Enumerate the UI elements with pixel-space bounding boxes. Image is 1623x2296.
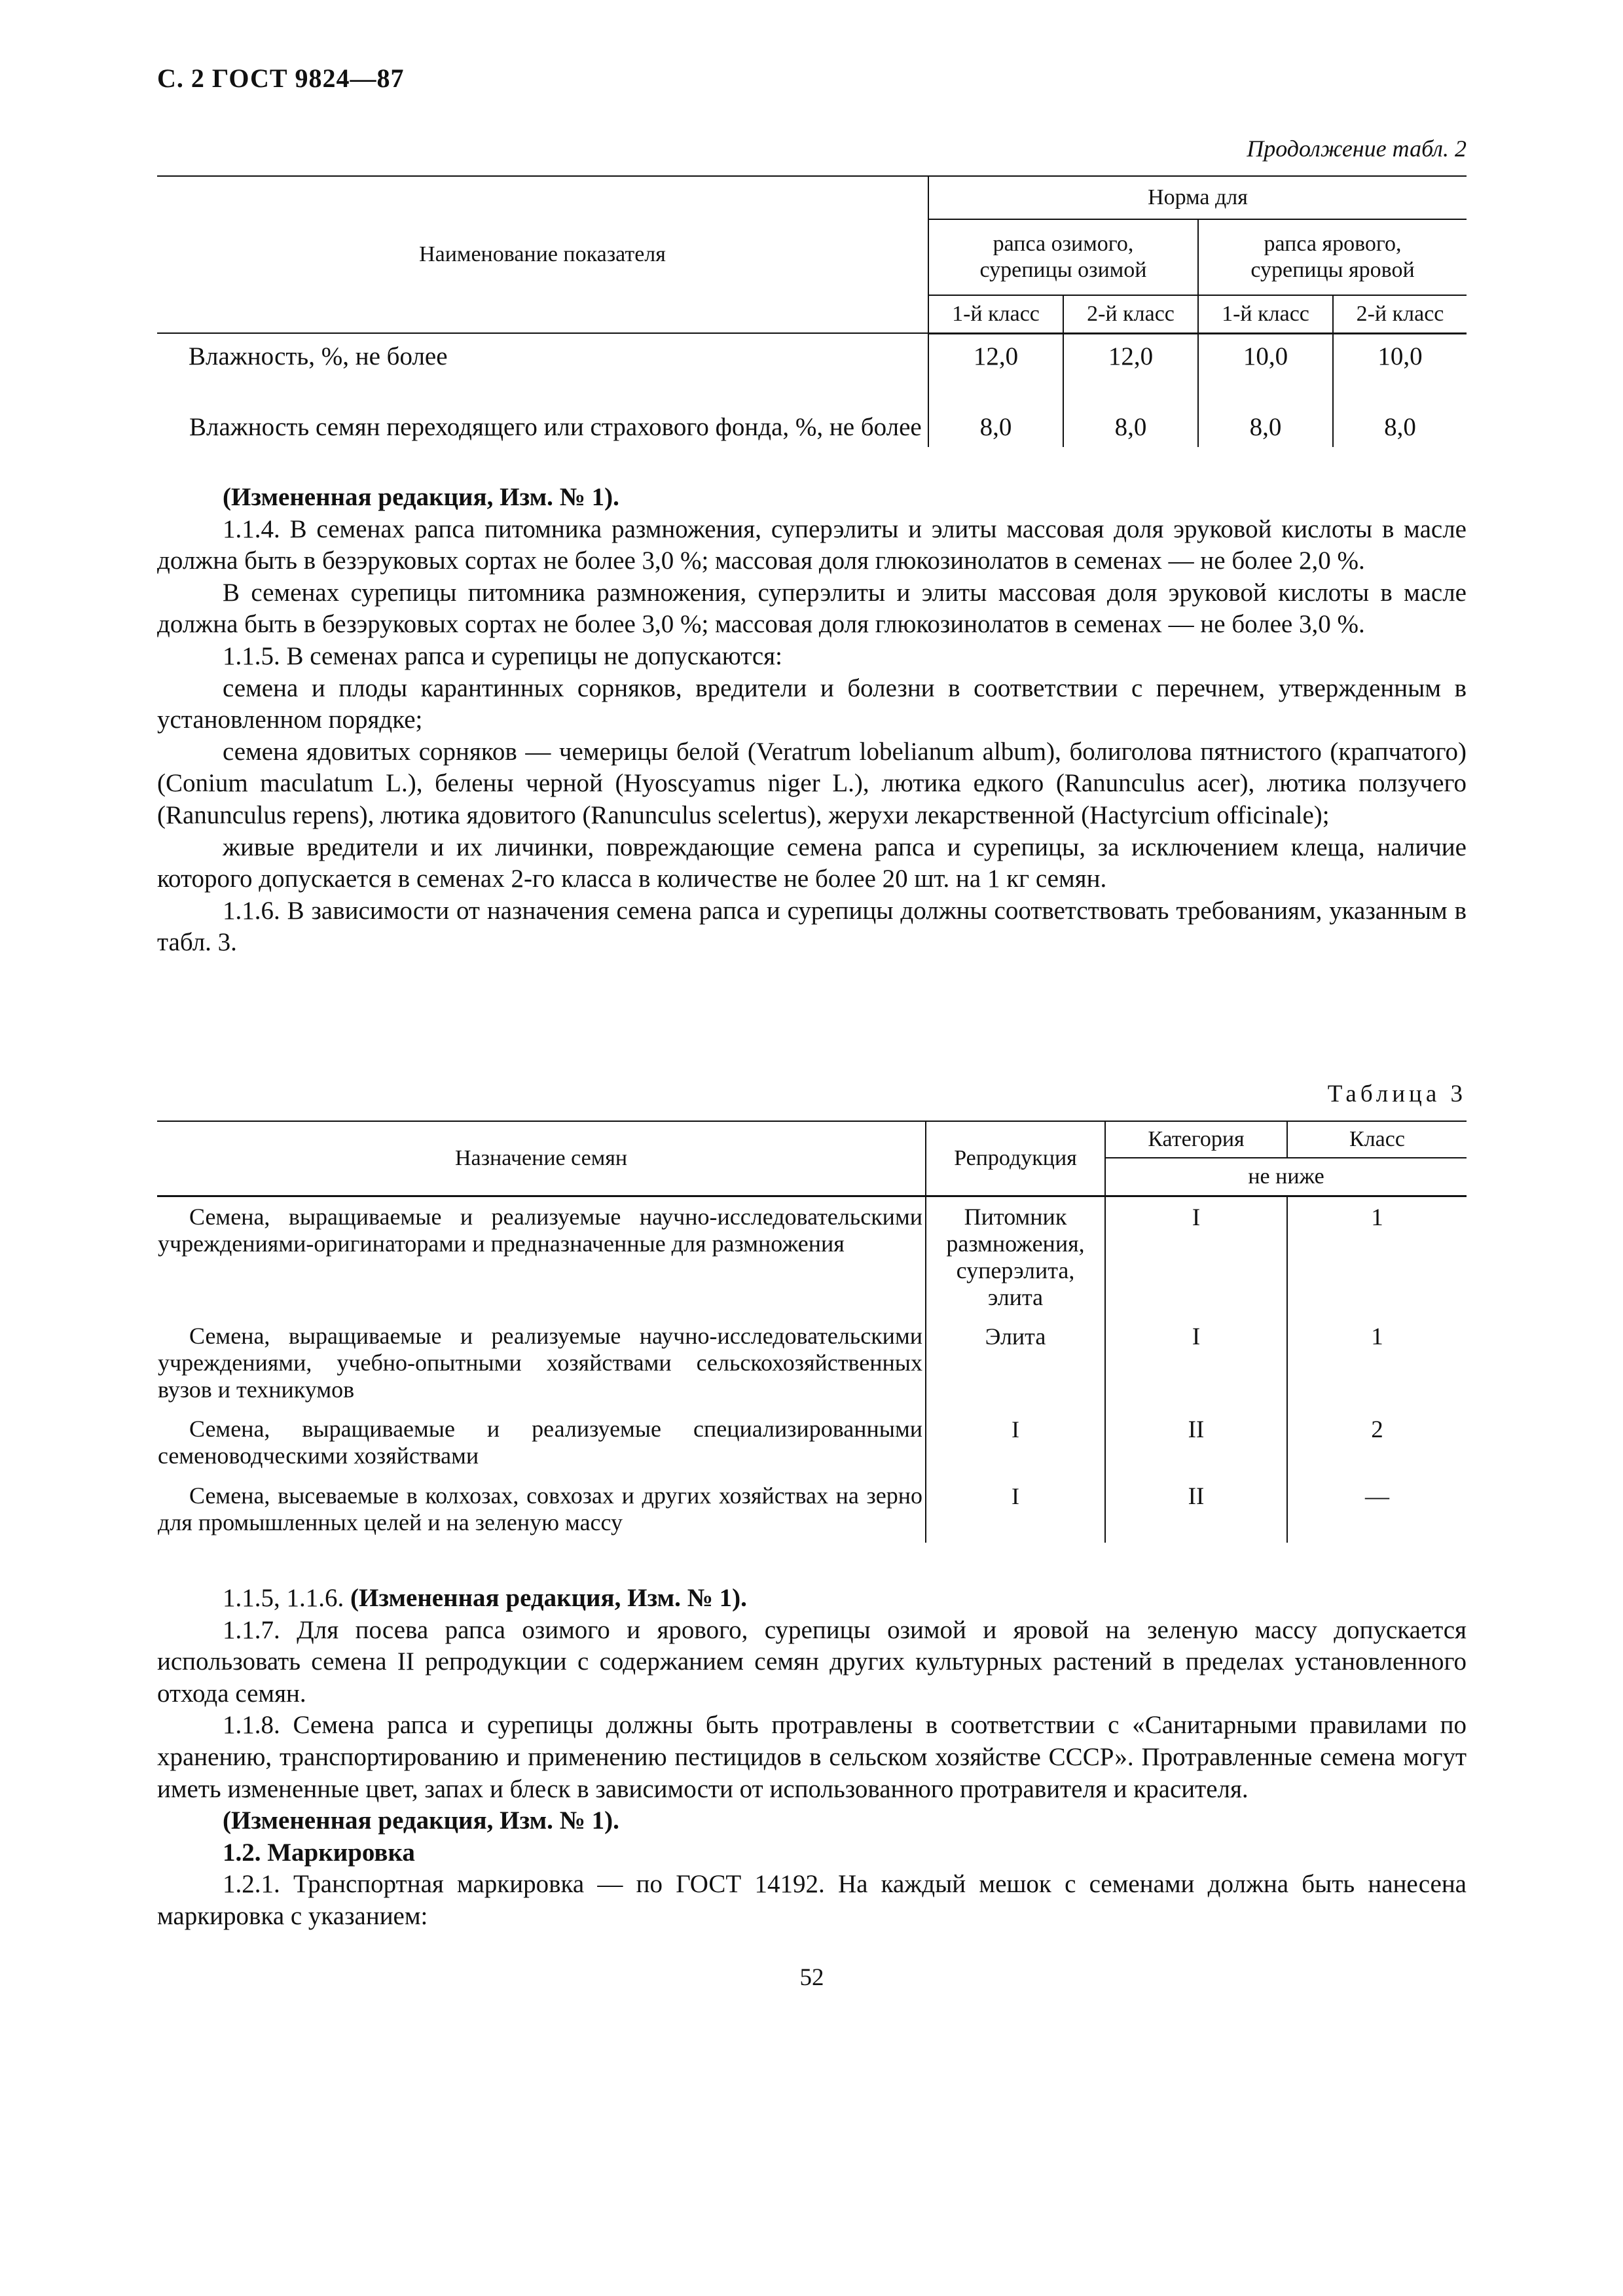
table-row [157,379,1467,447]
table-3-purpose: Семена, выращиваемые и реализуемые научно-исследовательскими учреждениями-оригинаторами и предназначенные для размножения [157,1196,926,1318]
body-text-1 [157,482,1467,959]
table-2-header-norm: Норма для [928,176,1467,219]
table-3 [157,1121,1467,1543]
paragraph: 1.1.6. В зависимости от назначения семена рапса и сурепицы должны соответствовать требованиям, указанным в табл. 3. [157,896,1467,957]
table-3-header-not-lower: не ниже [1105,1158,1467,1196]
paragraph: семена и плоды карантинных сорняков, вредители и болезни в соответствии с перечнем, утвержденным в установленном порядке; [157,673,1467,734]
table-2-header-class2a: 2-й класс [1063,295,1198,333]
paragraph: семена ядовитых сорняков — чемерицы белой (Veratrum lobelianum album), болиголова пятнистого (крапчатого) (Conium maculatum L.), белены черной (Hyoscyamus niger L.), лютика едкого (Ranunculus acer), лютика ползучего (Ranunculus repens), лютика ядовитого (Ranunculus scelertus), жерухи лекарственной (Hactyrcium officinale); [157,737,1467,829]
table-3-purpose: Семена, высеваемые в колхозах, совхозах и других хозяйствах на зерно для промышленных целей и на зеленую массу [157,1477,926,1543]
amendment-note: (Измененная редакция, Изм. № 1). [350,1584,747,1612]
table-3-purpose: Семена, выращиваемые и реализуемые научно-исследовательскими учреждениями, учебно-опытными хозяйствами сельскохозяйственных вузов и техникумов [157,1318,926,1410]
paragraph: живые вредители и их личинки, повреждающие семена рапса и сурепицы, за исключением клеща, наличие которого допускается в семенах 2-го класса в количестве не более 20 шт. на 1 кг семян. [157,833,1467,893]
table-3-repro: Питомник размножения, суперэлита, элита [926,1196,1105,1318]
table-row [157,333,1467,379]
paragraph: В семенах сурепицы питомника размножения, суперэлиты и элиты массовая доля эруковой кислоты в масле должна быть в безэруковых сортах не более 3,0 %; массовая доля глюкозинолатов в семенах — не более 3,0 %. [157,578,1467,639]
table-2 [157,175,1467,447]
section-heading: 1.2. Маркировка [223,1838,415,1867]
document-header: С. 2 ГОСТ 9824—87 [157,63,405,93]
table-2-header-class2b: 2-й класс [1333,295,1467,333]
table-continuation-label: Продолжение табл. 2 [1247,135,1467,162]
table-row [157,1318,1467,1410]
table-2-row-name: Влажность, %, не более [157,333,928,379]
table-3-class: 1 [1371,1323,1383,1350]
table-2-header-class1b: 1-й класс [1198,295,1333,333]
table-2-header-name: Наименование показателя [157,176,928,333]
table-2-row-name: Влажность семян переходящего или страхового фонда, %, не более [157,379,928,447]
paragraph: 1.1.8. Семена рапса и сурепицы должны быть протравлены в соответствии с «Санитарными правилами по хранению, транспортированию и применению пестицидов в сельском хозяйстве СССР». Протравленные семена могут иметь измененные цвет, запах и блеск в зависимости от использованного протравителя и красителя. [157,1711,1467,1803]
table-2-cell: 10,0 [1198,333,1333,379]
table-3-caption: Таблица 3 [1327,1081,1467,1107]
table-3-header-purpose: Назначение семян [157,1121,926,1196]
table-2-header-group-spring: рапса ярового, сурепицы яровой [1198,219,1467,295]
paragraph: 1.2.1. Транспортная маркировка — по ГОСТ 14192. На каждый мешок с семенами должна быть нанесена маркировка с указанием: [157,1870,1467,1930]
table-2-header-group-winter: рапса озимого, сурепицы озимой [928,219,1198,295]
clause-ref: 1.1.5, 1.1.6. [223,1584,344,1612]
table-3-purpose: Семена, выращиваемые и реализуемые специализированными семеноводческими хозяйствами [157,1410,926,1477]
table-2-cell: 10,0 [1377,342,1423,371]
table-3-repro: I [926,1477,1105,1543]
table-2-cell: 8,0 [928,379,1063,447]
table-2-cell: 8,0 [1198,379,1333,447]
body-text-2 [157,1583,1467,1933]
table-row [157,1196,1467,1318]
table-3-category: I [1105,1318,1287,1410]
table-2-cell: 8,0 [1384,413,1416,441]
table-3-class: — [1365,1483,1389,1510]
amendment-note: (Измененная редакция, Изм. № 1). [223,483,619,511]
amendment-note: (Измененная редакция, Изм. № 1). [223,1806,619,1835]
table-3-header-repro: Репродукция [926,1121,1105,1196]
table-3-category: I [1105,1196,1287,1318]
page-number: 52 [799,1964,824,1991]
table-3-class: 1 [1371,1204,1383,1231]
table-3-header-class: Класс [1287,1121,1467,1158]
paragraph: 1.1.7. Для посева рапса озимого и ярового, сурепицы озимой и яровой на зеленую массу допускается использовать семена II репродукции с содержанием семян других культурных растений в пределах установленного отхода семян. [157,1615,1467,1708]
table-3-class: 2 [1371,1416,1383,1443]
table-3-repro: I [926,1410,1105,1477]
table-2-cell: 12,0 [928,333,1063,379]
table-3-header-category: Категория [1105,1121,1287,1158]
amendment-paragraph [157,1583,1467,1615]
table-2-cell: 8,0 [1063,379,1198,447]
table-3-category: II [1105,1410,1287,1477]
paragraph: 1.1.4. В семенах рапса питомника размножения, суперэлиты и элиты массовая доля эруковой кислоты в масле должна быть в безэруковых сортах не более 3,0 %; массовая доля глюкозинолатов в семенах — не более 2,0 %. [157,514,1467,575]
table-3-repro: Элита [926,1318,1105,1410]
table-row [157,1410,1467,1477]
table-2-header-class1a: 1-й класс [928,295,1063,333]
table-3-category: II [1105,1477,1287,1543]
paragraph: 1.1.5. В семенах рапса и сурепицы не допускаются: [223,641,782,670]
table-2-cell: 12,0 [1063,333,1198,379]
table-row [157,1477,1467,1543]
